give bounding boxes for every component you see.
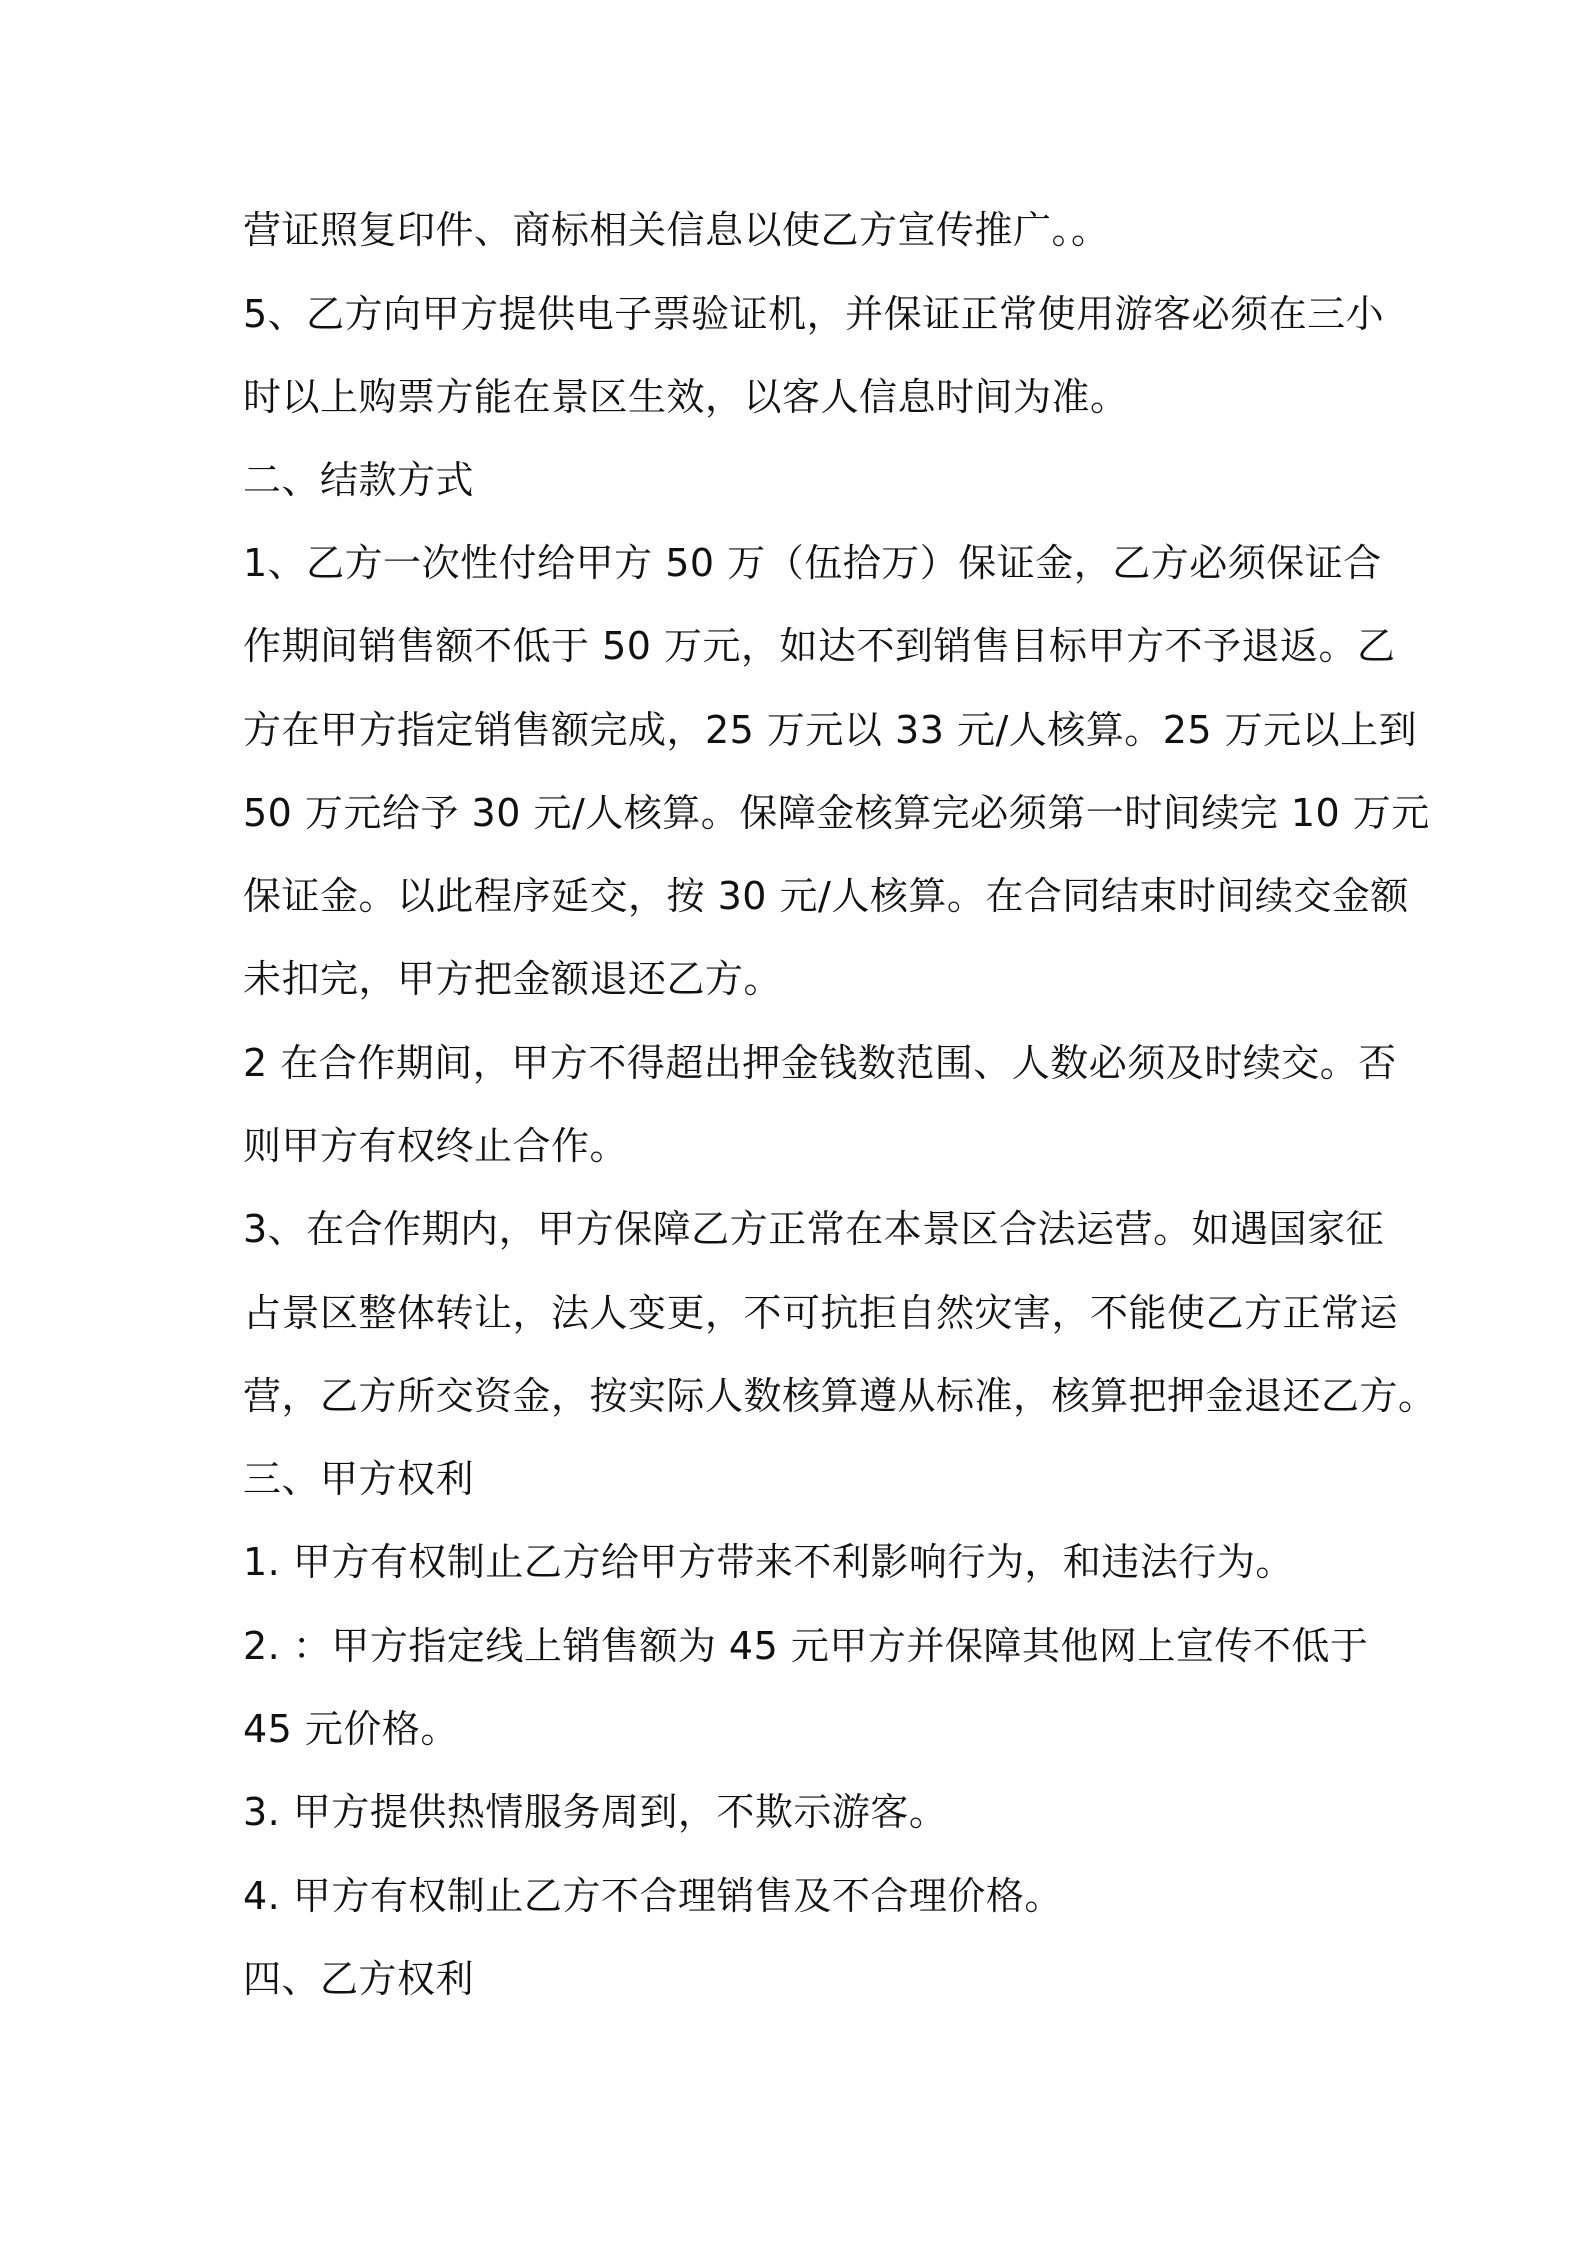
text-line: 方在甲方指定销售额完成，25 万元以 33 元/人核算。25 万元以上到 <box>243 708 1418 752</box>
text-line: 时以上购票方能在景区生效，以客人信息时间为准。 <box>243 375 1129 419</box>
text-line: 3、在合作期内，甲方保障乙方正常在本景区合法运营。如遇国家征 <box>243 1207 1385 1251</box>
text-line: 3. 甲方提供热情服务周到，不欺示游客。 <box>243 1790 948 1834</box>
section-heading: 三、甲方权利 <box>243 1457 475 1501</box>
text-line: 2. ：甲方指定线上销售额为 45 元甲方并保障其他网上宣传不低于 <box>243 1624 1369 1668</box>
text-line: 营证照复印件、商标相关信息以使乙方宣传推广。。 <box>243 208 1110 252</box>
section-heading: 二、结款方式 <box>243 458 475 502</box>
text-line: 2 在合作期间，甲方不得超出押金钱数范围、人数必须及时续交。否 <box>243 1041 1397 1085</box>
text-line: 1、乙方一次性付给甲方 50 万（伍拾万）保证金，乙方必须保证合 <box>243 541 1382 585</box>
text-line: 未扣完，甲方把金额退还乙方。 <box>243 957 783 1001</box>
text-line: 4. 甲方有权制止乙方不合理销售及不合理价格。 <box>243 1874 1063 1918</box>
text-line: 占景区整体转让，法人变更，不可抗拒自然灾害，不能使乙方正常运 <box>243 1291 1399 1335</box>
text-line: 5、乙方向甲方提供电子票验证机，并保证正常使用游客必须在三小 <box>243 292 1385 336</box>
text-line: 营，乙方所交资金，按实际人数核算遵从标准，核算把押金退还乙方。 <box>243 1374 1437 1418</box>
text-line: 50 万元给予 30 元/人核算。保障金核算完必须第一时间续完 10 万元 <box>243 791 1430 835</box>
text-line: 1. 甲方有权制止乙方给甲方带来不利影响行为，和违法行为。 <box>243 1540 1294 1584</box>
section-heading: 四、乙方权利 <box>243 1957 475 2001</box>
text-line: 作期间销售额不低于 50 万元，如达不到销售目标甲方不予退返。乙 <box>243 624 1396 668</box>
text-line: 45 元价格。 <box>243 1707 459 1751</box>
text-line: 保证金。以此程序延交，按 30 元/人核算。在合同结束时间续交金额 <box>243 874 1409 918</box>
text-line: 则甲方有权终止合作。 <box>243 1124 629 1168</box>
